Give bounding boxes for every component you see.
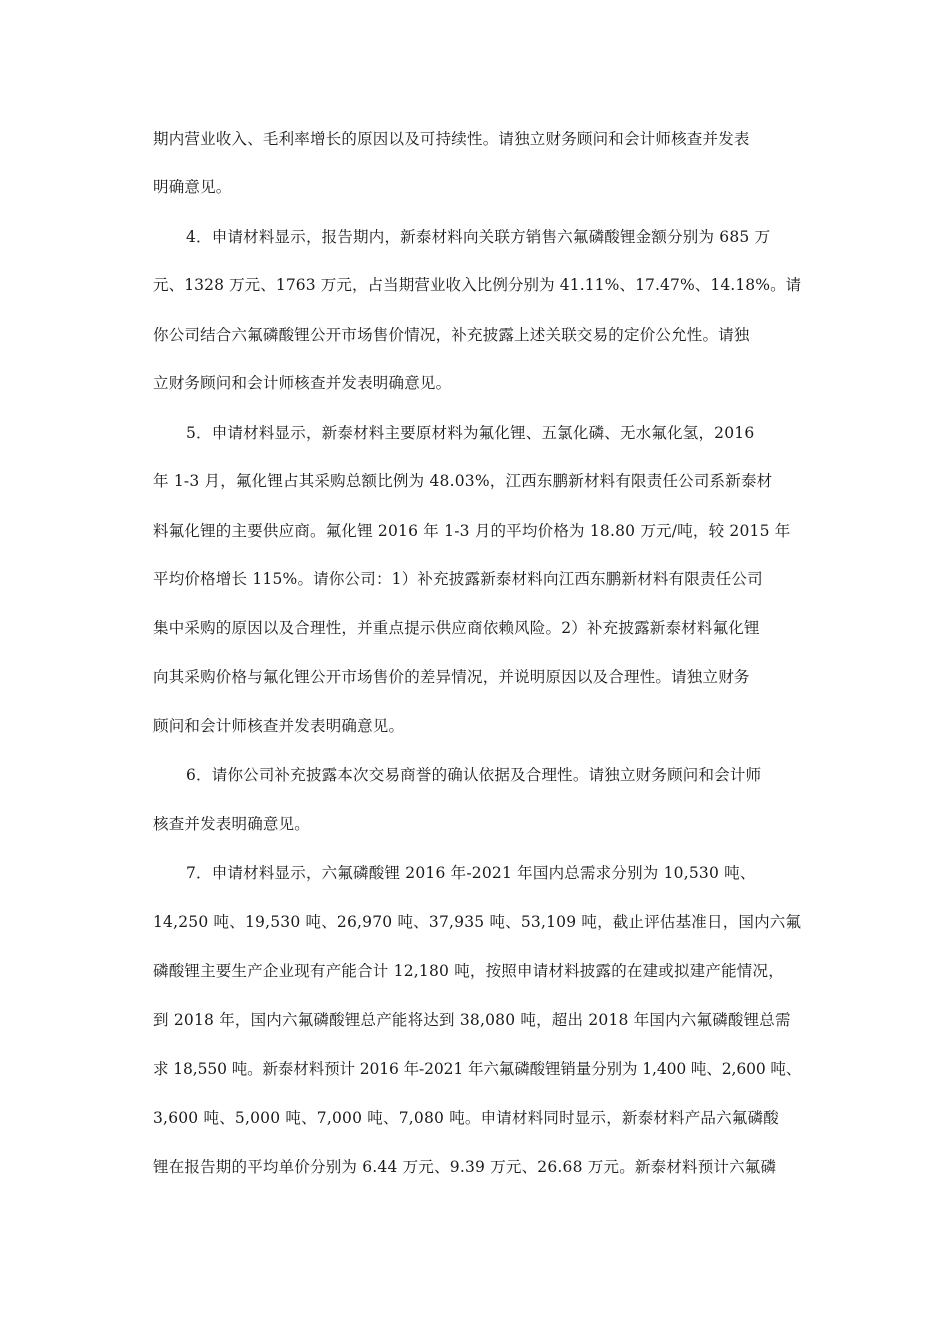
- text-line: 集中采购的原因以及合理性，并重点提示供应商依赖风险。2）补充披露新泰材料氟化锂: [153, 619, 760, 637]
- text-line: 到 2018 年，国内六氟磷酸锂总产能将达到 38,080 吨，超出 2018 年国内六氟磷酸锂总需: [153, 1011, 791, 1029]
- text-line: 你公司结合六氟磷酸锂公开市场售价情况，补充披露上述关联交易的定价公允性。请独: [153, 326, 750, 344]
- text-line: 4．申请材料显示，报告期内，新泰材料向关联方销售六氟磷酸锂金额分别为 685 万: [186, 228, 771, 246]
- text-line: 6．请你公司补充披露本次交易商誉的确认依据及合理性。请独立财务顾问和会计师: [186, 766, 762, 784]
- text-line: 磷酸锂主要生产企业现有产能合计 12,180 吨，按照申请材料披露的在建或拟建产能情况，: [153, 962, 784, 980]
- text-line: 14,250 吨、19,530 吨、26,970 吨、37,935 吨、53,109 吨，截止评估基准日，国内六氟: [153, 913, 802, 931]
- text-line: 年 1-3 月，氟化锂占其采购总额比例为 48.03%，江西东鹏新材料有限责任公司系新泰材: [153, 472, 773, 490]
- text-line: 期内营业收入、毛利率增长的原因以及可持续性。请独立财务顾问和会计师核查并发表: [153, 130, 750, 148]
- text-line: 核查并发表明确意见。: [153, 815, 311, 833]
- text-line: 明确意见。: [153, 178, 232, 196]
- text-line: 立财务顾问和会计师核查并发表明确意见。: [153, 374, 452, 392]
- text-line: 3,600 吨、5,000 吨、7,000 吨、7,080 吨。申请材料同时显示，新泰材料产品六氟磷酸: [153, 1109, 779, 1127]
- text-line: 料氟化锂的主要供应商。氟化锂 2016 年 1-3 月的平均价格为 18.80 万元/吨，较 2015 年: [153, 522, 791, 540]
- text-line: 平均价格增长 115%。请你公司：1）补充披露新泰材料向江西东鹏新材料有限责任公司: [153, 570, 763, 588]
- text-line: 顾问和会计师核查并发表明确意见。: [153, 717, 405, 735]
- text-line: 向其采购价格与氟化锂公开市场售价的差异情况，并说明原因以及合理性。请独立财务: [153, 668, 750, 686]
- text-line: 5．申请材料显示，新泰材料主要原材料为氟化锂、五氯化磷、无水氟化氢，2016: [186, 424, 755, 442]
- text-line: 锂在报告期的平均单价分别为 6.44 万元、9.39 万元、26.68 万元。新泰材料预计六氟磷: [153, 1158, 777, 1176]
- text-line: 7．申请材料显示，六氟磷酸锂 2016 年-2021 年国内总需求分别为 10,530 吨、: [186, 864, 756, 882]
- text-line: 求 18,550 吨。新泰材料预计 2016 年-2021 年六氟磷酸锂销量分别为 1,400 吨、2,600 吨、: [153, 1060, 802, 1078]
- text-line: 元、1328 万元、1763 万元，占当期营业收入比例分别为 41.11%、17.47%、14.18%。请: [153, 276, 802, 294]
